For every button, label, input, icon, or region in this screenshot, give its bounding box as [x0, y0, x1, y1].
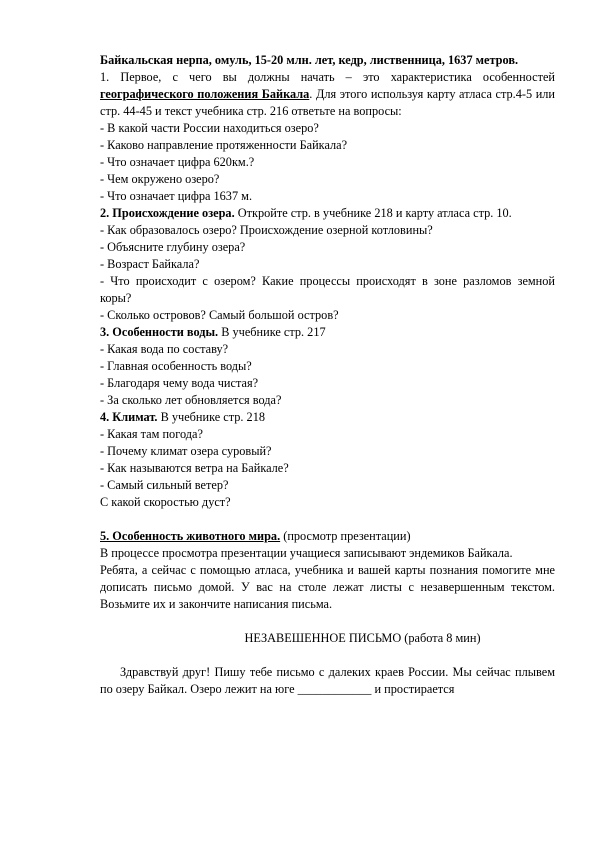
- letter-title: НЕЗАВЕШЕННОЕ ПИСЬМО (работа 8 мин): [244, 631, 481, 645]
- section2-question: - Что происходит с озером? Какие процессы происходят в зоне разломов земной коры?: [100, 274, 555, 305]
- section3-question: - Какая вода по составу?: [100, 342, 229, 356]
- section2-paragraph: [100, 205, 555, 222]
- section4-question: - Почему климат озера суровый?: [100, 444, 272, 458]
- section1-question: - Чем окружено озеро?: [100, 172, 220, 186]
- section1-text-start: 1. Первое, с чего вы должны начать – это характеристика особенностей: [100, 70, 555, 84]
- section5-heading: 5. Особенность животного мира.: [100, 529, 281, 543]
- section5-paragraph-2: Ребята, а сейчас с помощью атласа, учебника и вашей карты познания помогите мне дописать письмо домой. У вас на столе лежат листы с незавершенным текстом. Возьмите их и закончите написания письма.: [100, 563, 555, 611]
- section3-paragraph: [100, 324, 555, 341]
- section2-text: Откройте стр. в учебнике 218 и карту атласа стр. 10.: [234, 206, 512, 220]
- section5-paragraph-1: В процессе просмотра презентации учащиеся записывают эндемиков Байкала.: [100, 546, 513, 560]
- section3-question: - За сколько лет обновляется вода?: [100, 393, 282, 407]
- section4-question: - Какая там погода?: [100, 427, 203, 441]
- section2-question: - Как образовалось озеро? Происхождение озерной котловины?: [100, 223, 433, 237]
- document-body: [100, 52, 555, 698]
- section5-text: (просмотр презентации): [280, 529, 411, 543]
- section1-question: - Что означает цифра 1637 м.: [100, 189, 253, 203]
- section3-question: - Благодаря чему вода чистая?: [100, 376, 259, 390]
- section4-question: С какой скоростью дуст?: [100, 495, 231, 509]
- section1-question: - Каково направление протяженности Байкала?: [100, 138, 348, 152]
- section3-text: В учебнике стр. 217: [218, 325, 326, 339]
- section2-question: - Возраст Байкала?: [100, 257, 200, 271]
- section4-paragraph: [100, 409, 555, 426]
- section4-question: - Как называются ветра на Байкале?: [100, 461, 289, 475]
- section2-question: - Сколько островов? Самый большой остров?: [100, 308, 339, 322]
- spacer: [100, 647, 555, 664]
- intro-keywords: Байкальская нерпа, омуль, 15-20 млн. лет, кедр, лиственница, 1637 метров.: [100, 53, 519, 67]
- section2-question: - Объясните глубину озера?: [100, 240, 246, 254]
- spacer: [100, 613, 555, 630]
- section2-heading: 2. Происхождение озера.: [100, 206, 235, 220]
- section4-heading: 4. Климат.: [100, 410, 158, 424]
- section3-heading: 3. Особенности воды.: [100, 325, 219, 339]
- section3-question: - Главная особенность воды?: [100, 359, 252, 373]
- section1-emphasis: географического положения Байкала: [100, 87, 310, 101]
- spacer: [100, 511, 555, 528]
- section4-text: В учебнике стр. 218: [157, 410, 265, 424]
- section1-text-end: . Для этого используя карту атласа стр.4-5 или стр. 44-45 и текст учебника стр. 216 ответьте на вопросы:: [100, 87, 555, 118]
- section1-question: - В какой части России находиться озеро?: [100, 121, 319, 135]
- section4-question: - Самый сильный ветер?: [100, 478, 229, 492]
- section1-paragraph: [100, 69, 555, 120]
- letter-text: Здравствуй друг! Пишу тебе письмо с далеких краев России. Мы сейчас плывем по озеру Байкал. Озеро лежит на юге ____________ и простирается: [100, 665, 555, 696]
- section1-question: - Что означает цифра 620км.?: [100, 155, 255, 169]
- section5-paragraph: [100, 528, 555, 545]
